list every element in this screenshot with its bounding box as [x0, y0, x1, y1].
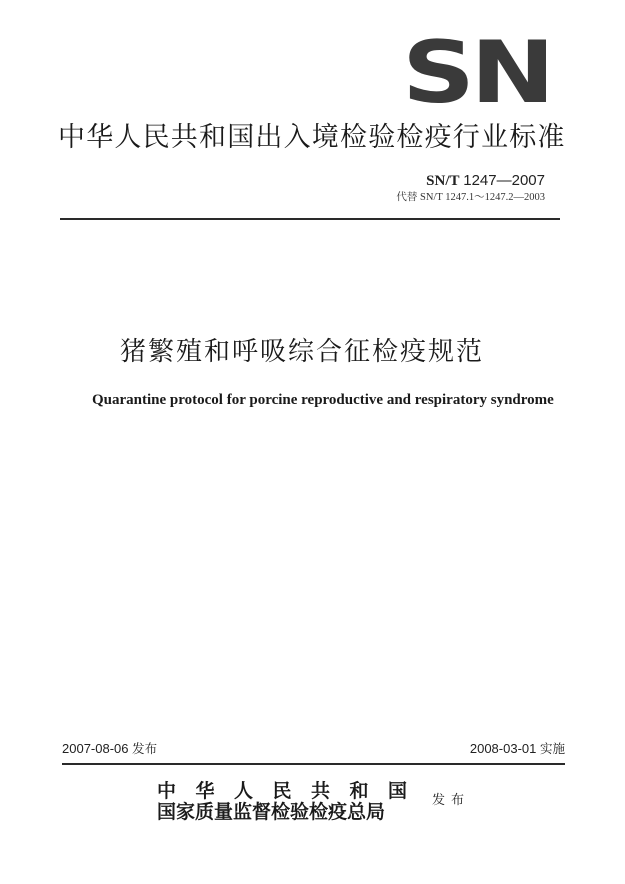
footer-divider [62, 763, 565, 765]
issue-date-value: 2007-08-06 [62, 741, 129, 756]
issuer-agency: 国家质量监督检验检疫总局 [157, 801, 386, 823]
implementation-date-value: 2008-03-01 [469, 741, 537, 756]
issuer-country: 中华人民共和国 [157, 780, 427, 802]
standard-category-heading: 中华人民共和国出入境检验检疫行业标准 [58, 122, 566, 153]
issue-date [62, 740, 157, 757]
sn-logo: SN [402, 23, 551, 123]
replaces-label: 代替 [396, 192, 418, 203]
implementation-date [470, 740, 565, 757]
issuer-action: 发布 [432, 793, 471, 808]
issuer-block [157, 781, 427, 823]
replaces-note [396, 191, 545, 205]
implementation-date-label: 实施 [539, 741, 565, 756]
replaces-value: SN/T 1247.1～1247.2—2003 [420, 192, 545, 203]
header-divider [60, 218, 560, 220]
document-number-value: 1247—2007 [463, 172, 545, 189]
document-title-chinese: 猪繁殖和呼吸综合征检疫规范 [120, 337, 485, 367]
document-title-english: Quarantine protocol for porcine reproductive and respiratory syndrome [92, 392, 554, 408]
issue-date-label: 发布 [132, 741, 158, 756]
document-number-prefix: SN/T [426, 173, 460, 189]
document-number [426, 172, 545, 190]
